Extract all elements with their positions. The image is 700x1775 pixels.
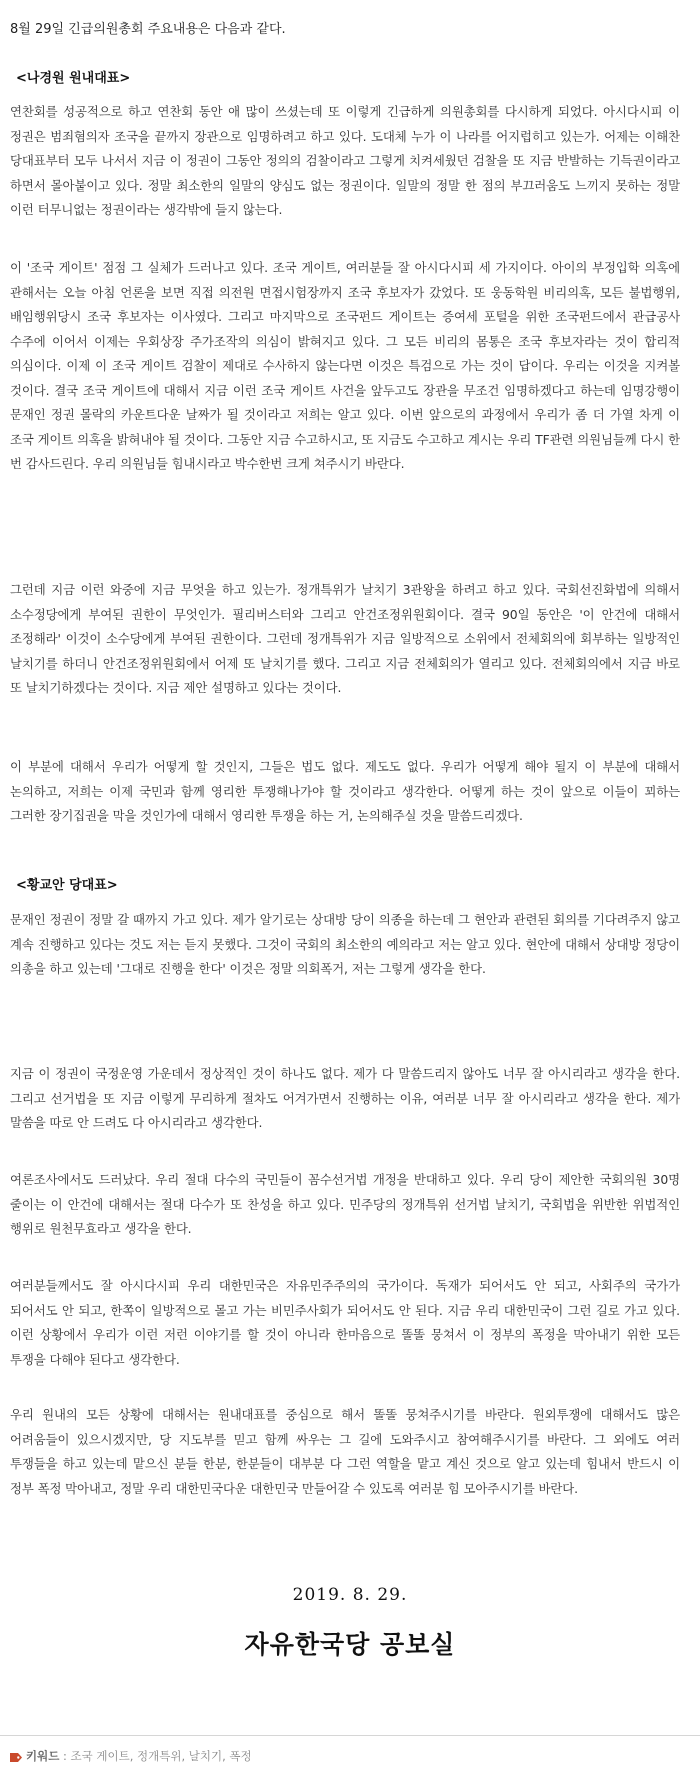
paragraph: 그런데 지금 이런 와중에 지금 무엇을 하고 있는가. 정개특위가 날치기 3관왕을 하려고 하고 있다. 국회선진화법에 의해서 소수정당에게 부여된 권한이 무엇인가. 필리버스터와 그리고 안건조정위원회이다. 결국 90일 동안은 '이 안건에 대해서 조정해라' 이것이 소수당에게 부여된 권한이다. 그런데 정개특위가 지금 일방적으로 소위에서 전체회의에 회부하는 일방적인 날치기를 하더니 안건조정위원회에서 어제 또 날치기를 했다. 그리고 지금 전체회의가 열리고 있다. 전체회의에서 지금 바로 또 날치기하겠다는 것이다. 지금 제안 설명하고 있다는 것이다. (10, 582, 680, 695)
keyword-tag-icon (10, 1751, 22, 1760)
keywords-list: 조국 게이트, 정개특위, 날치기, 폭정 (70, 1749, 252, 1763)
paragraph: 이 부분에 대해서 우리가 어떻게 할 것인지, 그들은 법도 없다. 제도도 없다. 우리가 어떻게 해야 될지 이 부분에 대해서 논의하고, 저희는 이제 국민과 함께 영리한 투쟁해나가야 할 것이라고 생각한다. 어떻게 하는 것이 앞으로 이들이 꾀하는 그러한 장기집권을 막을 것인가에 대해서 영리한 투쟁을 하는 거, 논의해주실 것을 말씀드리겠다. (10, 759, 680, 823)
keywords-label: 키워드 (26, 1749, 60, 1763)
paragraph: 여러분들께서도 잘 아시다시피 우리 대한민국은 자유민주주의의 국가이다. 독재가 되어서도 안 되고, 사회주의 국가가 되어서도 안 되고, 한쪽이 일방적으로 몰고 가는 비민주사회가 되어서도 안 된다. 지금 우리 대한민국이 그런 길로 가고 있다. 이런 상황에서 우리가 이런 저런 이야기를 할 것이 아니라 한마음으로 똘똘 뭉쳐서 이 정부의 폭정을 막아내기 위한 모든 투쟁을 다해야 된다고 생각한다. (10, 1278, 680, 1367)
footer-divider (0, 1735, 700, 1736)
paragraph: 지금 이 정권이 국정운영 가운데서 정상적인 것이 하나도 없다. 제가 다 말씀드리지 않아도 너무 잘 아시리라고 생각을 한다. 그리고 선거법을 또 지금 이렇게 무리하게 절차도 어겨가면서 진행하는 이유, 여러분 너무 잘 아시리라고 생각을 한다. 제가 말씀을 따로 안 드려도 다 아시리라고 생각한다. (10, 1066, 680, 1130)
organization-name: 자유한국당 공보실 (244, 1630, 456, 1659)
paragraph: 여론조사에서도 드러났다. 우리 절대 다수의 국민들이 꼼수선거법 개정을 반대하고 있다. 우리 당이 제안한 국회의원 30명 줄이는 이 안건에 대해서는 절대 다수가 또 찬성을 하고 있다. 민주당의 정개특위 선거법 날치기, 국회법을 위반한 위법적인 행위로 원천무효라고 생각을 한다. (10, 1172, 680, 1236)
paragraph: 이 '조국 게이트' 점점 그 실체가 드러나고 있다. 조국 게이트, 여러분들 잘 아시다시피 세 가지이다. 아이의 부정입학 의혹에 관해서는 오늘 아침 언론을 보면 직접 의전원 면접시험장까지 조국 후보자가 갔었다. 또 웅동학원 비리의혹, 모든 불법행위, 배임행위당시 조국 후보자는 이사였다. 그리고 마지막으로 조국펀드 게이트는 증여세 포털을 위한 조국펀드에서 관급공사 수주에 이어서 이제는 우회상장 주가조작의 의심이 밝혀지고 있다. 그 모든 비리의 몸통은 조국 후보자라는 것이 합리적 의심이다. 이제 이 조국 게이트 검찰이 제대로 수사하지 않는다면 이것은 특검으로 가는 것이 답이다. 우리는 이것을 지켜볼 것이다. 결국 조국 게이트에 대해서 지금 이런 조국 게이트 사건을 앞두고도 장관을 무조건 임명하겠다고 하는데 임명강행이 문재인 정권 몰락의 카운트다운 날짜가 될 것이라고 저희는 알고 있다. 이번 앞으로의 과정에서 우리가 좀 더 가열 차게 이 조국 게이트 의혹을 밝혀내야 될 것이다. 그동안 지금 수고하시고, 또 지금도 수고하고 계시는 우리 TF관련 의원님들께 다시 한 번 감사드린다. 우리 의원님들 힘내시라고 박수한번 크게 쳐주시기 바란다. (10, 260, 680, 471)
intro-line: 8월 29일 긴급의원총회 주요내용은 다음과 같다. (10, 22, 286, 37)
keywords-separator: : (59, 1749, 71, 1763)
paragraph: 우리 원내의 모든 상황에 대해서는 원내대표를 중심으로 해서 똘똘 뭉쳐주시기를 바란다. 원외투쟁에 대해서도 많은 어려움들이 있으시겠지만, 당 지도부를 믿고 함께 싸우는 그 길에 도와주시고 참여해주시기를 바란다. 그 외에도 여러 투쟁들을 하고 있는데 맡으신 분들 한분, 한분들이 대부분 다 그런 역할을 맡고 계신 것으로 알고 있는데 힘내서 반드시 이 정부 폭정 막아내고, 정말 우리 대한민국다운 대한민국 만들어갈 수 있도록 여러분 힘 모아주시기를 바란다. (10, 1407, 680, 1496)
release-date: 2019. 8. 29. (292, 1585, 408, 1605)
paragraph: 문재인 정권이 정말 갈 때까지 가고 있다. 제가 알기로는 상대방 당이 의종을 하는데 그 현안과 관련된 회의를 기다려주지 않고 계속 진행하고 있다는 것도 저는 듣지 못했다. 그것이 국회의 최소한의 예의라고 저는 알고 있다. 현안에 대해서 상대방 정당이 의총을 하고 있는데 '그대로 진행을 한다' 이것은 정말 의회폭거, 저는 그렇게 생각을 한다. (10, 912, 680, 976)
paragraph: 연찬회를 성공적으로 하고 연찬회 동안 애 많이 쓰셨는데 또 이렇게 긴급하게 의원총회를 다시하게 되었다. 아시다시피 이 정권은 범죄혐의자 조국을 끝까지 장관으로 임명하려고 하고 있다. 도대체 누가 이 나라를 어지럽히고 있는가. 어제는 이해찬 당대표부터 모두 나서서 지금 이 정권이 그동안 정의의 검찰이라고 그렇게 치켜세웠던 검찰을 또 지금 반발하는 기득권이라고 하면서 몰아붙이고 있다. 정말 최소한의 일말의 양심도 없는 정권이다. 일말의 정말 한 점의 부끄러움도 느끼지 못하는 정말 이런 터무니없는 정권이라는 생각밖에 들지 않는다. (10, 104, 680, 217)
section-heading-hwang: <황교안 당대표> (16, 878, 118, 893)
keywords-line (10, 1748, 252, 1764)
section-heading-na: <나경원 원내대표> (16, 71, 131, 86)
